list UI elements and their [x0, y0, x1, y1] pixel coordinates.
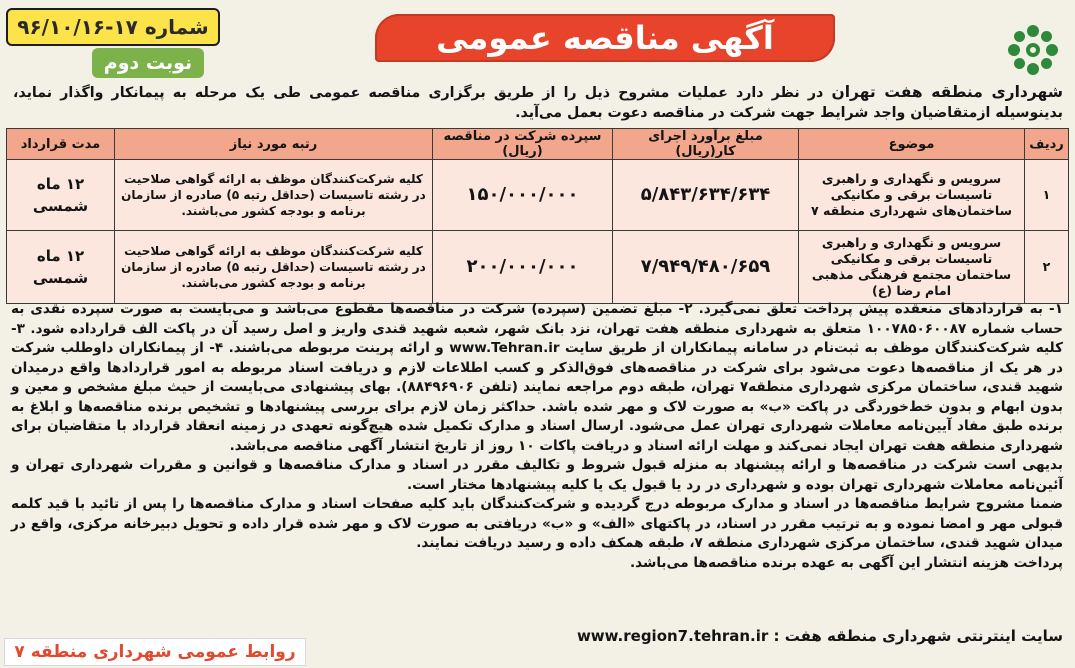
header-deposit: سپرده شرکت در مناقصه (ریال) [433, 129, 613, 160]
row-deposit: ۲۰۰/۰۰۰/۰۰۰ [433, 231, 613, 304]
notice-title: آگهی مناقصه عمومی [436, 19, 774, 57]
row-number: ۲ [1025, 231, 1069, 304]
header-duration: مدت قرارداد [7, 129, 115, 160]
notice-number-badge: شماره ۱۷-۹۶/۱۰/۱۶ [6, 8, 220, 46]
header-row-number: ردیف [1025, 129, 1069, 160]
publication-turn-badge: نوبت دوم [92, 48, 204, 78]
table-row [7, 160, 1069, 231]
conditions-text [11, 300, 1063, 573]
row-subject: سرویس و نگهداری و راهبری تاسیسات برقی و مکانیکی ساختمان‌های شهرداری منطقه ۷ [799, 160, 1025, 231]
intro-paragraph [13, 82, 1063, 123]
tenders-table [6, 128, 1069, 304]
website-link[interactable]: www.region7.tehran.ir [576, 627, 769, 645]
header-estimate: مبلغ برآورد اجرای کار(ریال) [613, 129, 799, 160]
header-subject: موضوع [799, 129, 1025, 160]
row-estimate: ۵/۸۴۳/۶۳۴/۶۳۴ [613, 160, 799, 231]
footer-website-line [323, 627, 1063, 645]
table-header-row [7, 129, 1069, 160]
organization-name: شهرداری منطقه هفت تهران [831, 83, 1063, 101]
row-rank: کلیه شرکت‌کنندگان موظف به ارائه گواهی صلاحیت در رشته تاسیسات (حداقل رتبه ۵) صادره از سازمان برنامه و بودجه کشور می‌باشند. [115, 231, 433, 304]
row-duration: ۱۲ ماه شمسی [7, 231, 115, 304]
conditions-paragraph: بدیهی است شرکت در مناقصه‌ها و ارائه پیشنهاد به منزله قبول شروط و تکالیف مقرر در اسناد و مدارک مناقصه‌ها و قوانین و مقررات شهرداری تهران و آئین‌نامه معاملات شهرداری تهران بوده و شهرداری در رد یا قبول یک یا کلیه پیشنهادها مختار است. [11, 457, 1063, 493]
table-row [7, 231, 1069, 304]
public-relations-signature: روابط عمومی شهرداری منطقه ۷ [4, 638, 306, 666]
municipality-logo-icon [1005, 22, 1061, 78]
row-subject: سرویس و نگهداری و راهبری تاسیسات برقی و مکانیکی ساختمان مجتمع فرهنگی مذهبی امام رضا (ع) [799, 231, 1025, 304]
intro-text: در نظر دارد عملیات مشروح ذیل را از طریق برگزاری مناقصه عمومی طی یک مرحله به پیمانکار واگذار نماید، بدینوسیله ازمتقاضیان واجد شرایط جهت شرکت در مناقصه دعوت بعمل می‌آید. [13, 85, 1063, 121]
conditions-paragraph: پرداخت هزینه انتشار این آگهی به عهده برنده مناقصه‌ها می‌باشد. [629, 554, 1063, 571]
row-estimate: ۷/۹۴۹/۴۸۰/۶۵۹ [613, 231, 799, 304]
conditions-paragraph: ۱- به قراردادهای منعقده پیش پرداخت تعلق نمی‌گیرد. ۲- مبلغ تضمین (سپرده) شرکت در مناقصه‌ها مقطوع می‌باشد و می‌بایست به صورت سپرده نقدی به حساب شماره ۱۰۰۷۸۵۰۶۰۰۸۷ متعلق به شهرداری منطقه هفت تهران، نزد بانک شهر، شعبه شهید قندی واریز و اصل رسید آن در پاکت الف قرارداده شود. ۳- کلیه شرکت‌کنندگان موظف به ثبت‌نام در سامانه پیمانکاران از طریق سایت www.Tehran.ir و ارائه پرینت مربوطه می‌باشند. ۴- از پیمانکاران داوطلب شرکت در هر یک از مناقصه‌ها دعوت می‌شود برای شرکت در مناقصه‌های فوق‌الذکر و کسب اطلاعات لازم و دریافت اسناد مربوطه به امور قراردادها واقع درمیدان شهید قندی، ساختمان مرکزی شهرداری منطقه۷ تهران، طبقه دوم مراجعه نمایند (تلفن ۸۸۴۹۶۹۰۶). بهای پیشنهادی می‌بایست از حیث مبلغ مشخص و معین و بدون ابهام و بدون خط‌خوردگی در پاکت «ب» به صورت لاک و مهر شده باشد. حداکثر زمان لازم برای بررسی پیشنهادها و تشخیص برنده مناقصه‌ها و ابلاغ به برنده طبق مفاد آیین‌نامه معاملات شهرداری تهران عمل می‌شود. ارسال اسناد و مدارک تکمیل شده هیچ‌گونه تعهدی در زمینه انعقاد قرارداد با متقاضیان برای شهرداری منطقه هفت تهران ایجاد نمی‌کند و مهلت ارائه اسناد و دریافت پاکات ۱۰ روز از تاریخ انتشار آگهی مناقصه می‌باشد. [11, 301, 1063, 454]
title-banner [375, 14, 835, 62]
row-deposit: ۱۵۰/۰۰۰/۰۰۰ [433, 160, 613, 231]
row-duration: ۱۲ ماه شمسی [7, 160, 115, 231]
website-label: سایت اینترنتی شهرداری منطقه هفت : [773, 627, 1063, 645]
row-number: ۱ [1025, 160, 1069, 231]
header-rank: رتبه مورد نیاز [115, 129, 433, 160]
row-rank: کلیه شرکت‌کنندگان موظف به ارائه گواهی صلاحیت در رشته تاسیسات (حداقل رتبه ۵) صادره از سازمان برنامه و بودجه کشور می‌باشند. [115, 160, 433, 231]
conditions-paragraph: ضمنا مشروح شرایط مناقصه‌ها در اسناد و مدارک مربوطه درج گردیده و شرکت‌کنندگان باید کلیه صفحات اسناد و مدارک مناقصه‌ها را پس از تائید با قید کلمه قبولی مهر و امضا نموده و به ترتیب مقرر در اسناد، در پاکتهای «الف» و «ب» دریافتی به صورت لاک و مهر شده قرار داده و تحویل دبیرخانه مرکزی، واقع در میدان شهید قندی، ساختمان مرکزی شهرداری منطقه ۷، طبقه همکف داده و رسید دریافت نمایند. [11, 496, 1063, 551]
